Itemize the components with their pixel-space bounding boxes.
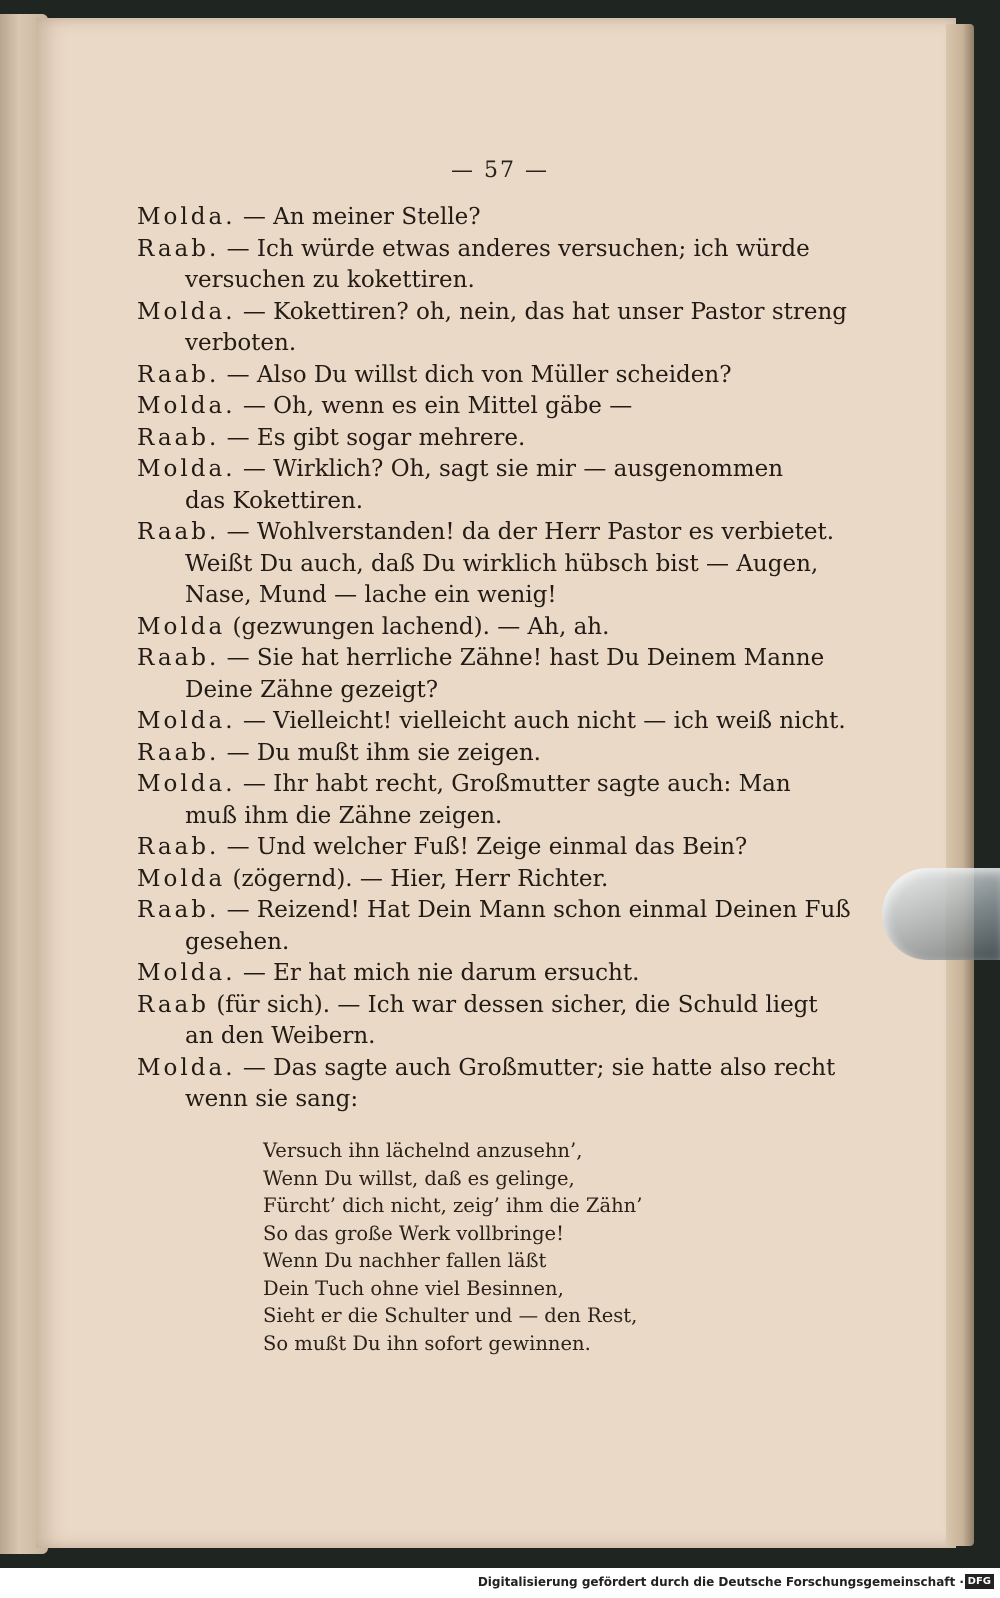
dialogue-line: [137, 769, 797, 801]
dialogue-line: [137, 486, 797, 518]
dialogue-line: [137, 612, 797, 644]
dialogue-line: [137, 864, 797, 896]
dialogue-line: [137, 990, 818, 1022]
dialogue-line: [137, 1021, 797, 1053]
dialogue-line: [137, 832, 797, 864]
line-text: — Das sagte auch Großmutter; sie hatte also recht: [242, 1054, 836, 1081]
line-text: — Wirklich? Oh, sagt sie mir — ausgenommen: [242, 456, 784, 482]
line-text: gesehen.: [185, 928, 290, 955]
dialogue-line: [137, 423, 797, 455]
footer-credit: Digitalisierung gefördert durch die Deutsche Forschungsgemeinschaft ·: [477, 1575, 964, 1589]
dialogue-line: [137, 675, 797, 707]
dialogue-line: [137, 328, 797, 360]
speaker-name: Raab.: [137, 897, 220, 923]
speaker-name: Raab.: [137, 645, 220, 671]
dialogue-line: [137, 549, 819, 581]
speaker-name: Raab.: [137, 235, 220, 262]
dialogue-line: [137, 738, 797, 770]
dialogue-line: [137, 643, 825, 675]
dialogue-line: [137, 895, 851, 927]
line-text: das Kokettiren.: [185, 487, 364, 514]
dialogue-line: [137, 454, 797, 486]
speaker-name: Molda.: [137, 393, 236, 419]
dialogue-text: [137, 202, 851, 1116]
dialogue-line: [137, 360, 797, 392]
verse-line: Wenn Du nachher fallen läßt: [263, 1249, 547, 1272]
line-text: — Vielleicht! vielleicht auch nicht — ich weiß nicht.: [242, 708, 846, 734]
line-text: — Sie hat herrliche Zähne! hast Du Deinem Manne: [226, 645, 825, 671]
speaker-name: Molda.: [137, 298, 236, 325]
speaker-name: Molda.: [137, 960, 236, 986]
speaker-name: Molda: [137, 613, 226, 640]
dfg-logo: DFG: [965, 1574, 994, 1589]
line-text: — Reizend! Hat Dein Mann schon einmal Deinen Fuß: [226, 897, 851, 923]
speaker-name: Raab.: [137, 834, 220, 860]
line-text: — Ich würde etwas anderes versuchen; ich würde: [226, 235, 810, 262]
verse-line: Versuch ihn lächelnd anzusehn’,: [263, 1139, 583, 1162]
line-text: — Es gibt sogar mehrere.: [226, 424, 526, 451]
line-text: wenn sie sang:: [185, 1086, 359, 1112]
dialogue-line: [137, 202, 797, 234]
verse-block: [263, 1137, 683, 1357]
verse-line: Wenn Du willst, daß es gelinge,: [263, 1166, 575, 1190]
dialogue-line: [137, 297, 848, 329]
speaker-name: Molda.: [137, 771, 236, 797]
verse-line: Fürcht’ dich nicht, zeig’ ihm die Zähn’: [263, 1194, 643, 1217]
dialogue-line: [137, 1084, 797, 1116]
line-text: (gezwungen lachend). — Ah, ah.: [232, 613, 610, 640]
dialogue-line: [137, 801, 797, 833]
speaker-name: Raab.: [137, 424, 220, 451]
dialogue-line: [137, 706, 846, 738]
line-text: — Wohlverstanden! da der Herr Pastor es verbietet.: [226, 519, 835, 545]
dialogue-line: [137, 1053, 836, 1085]
line-text: — Und welcher Fuß! Zeige einmal das Bein?: [226, 834, 748, 860]
line-text: — Du mußt ihm sie zeigen.: [226, 739, 541, 766]
line-text: Deine Zähne gezeigt?: [185, 676, 439, 703]
speaker-name: Raab.: [137, 361, 220, 388]
speaker-name: Raab.: [137, 519, 220, 545]
verse-line: Dein Tuch ohne viel Besinnen,: [263, 1276, 564, 1300]
line-text: — Also Du willst dich von Müller scheiden?: [226, 361, 732, 388]
verse-line: Sieht er die Schulter und — den Rest,: [263, 1304, 638, 1327]
page-stack-edge: [946, 24, 974, 1546]
line-text: versuchen zu kokettiren.: [185, 267, 475, 293]
line-text: muß ihm die Zähne zeigen.: [185, 802, 503, 829]
dialogue-line: [137, 580, 797, 612]
line-text: — Kokettiren? oh, nein, das hat unser Pastor streng: [242, 298, 848, 325]
dialogue-line: [137, 265, 797, 297]
line-text: — Oh, wenn es ein Mittel gäbe —: [242, 393, 633, 419]
speaker-name: Molda.: [137, 708, 236, 734]
speaker-name: Raab.: [137, 739, 220, 766]
page-number: — 57 —: [451, 158, 549, 183]
speaker-name: Molda.: [137, 204, 236, 230]
line-text: — Er hat mich nie darum ersucht.: [242, 960, 640, 986]
line-text: (zögernd). — Hier, Herr Richter.: [232, 865, 609, 892]
dialogue-line: [137, 517, 835, 549]
verse-line: So das große Werk vollbringe!: [263, 1221, 564, 1245]
speaker-name: Raab: [137, 991, 209, 1018]
verse-line: So mußt Du ihn sofort gewinnen.: [263, 1331, 591, 1355]
dialogue-line: [137, 234, 810, 266]
speaker-name: Molda: [137, 865, 226, 892]
line-text: — Ihr habt recht, Großmutter sagte auch: Man: [242, 771, 791, 797]
speaker-name: Molda.: [137, 1054, 236, 1081]
line-text: Nase, Mund — lache ein wenig!: [185, 582, 557, 608]
dialogue-line: [137, 927, 797, 959]
line-text: (für sich). — Ich war dessen sicher, die Schuld liegt: [216, 991, 818, 1018]
speaker-name: Molda.: [137, 456, 236, 482]
page-clip: [882, 868, 1000, 960]
line-text: — An meiner Stelle?: [242, 204, 481, 230]
line-text: verboten.: [185, 330, 297, 356]
line-text: Weißt Du auch, daß Du wirklich hübsch bist — Augen,: [185, 550, 819, 577]
footer-bar: [0, 1568, 1000, 1598]
line-text: an den Weibern.: [185, 1023, 376, 1049]
dialogue-line: [137, 958, 797, 990]
dialogue-line: [137, 391, 797, 423]
